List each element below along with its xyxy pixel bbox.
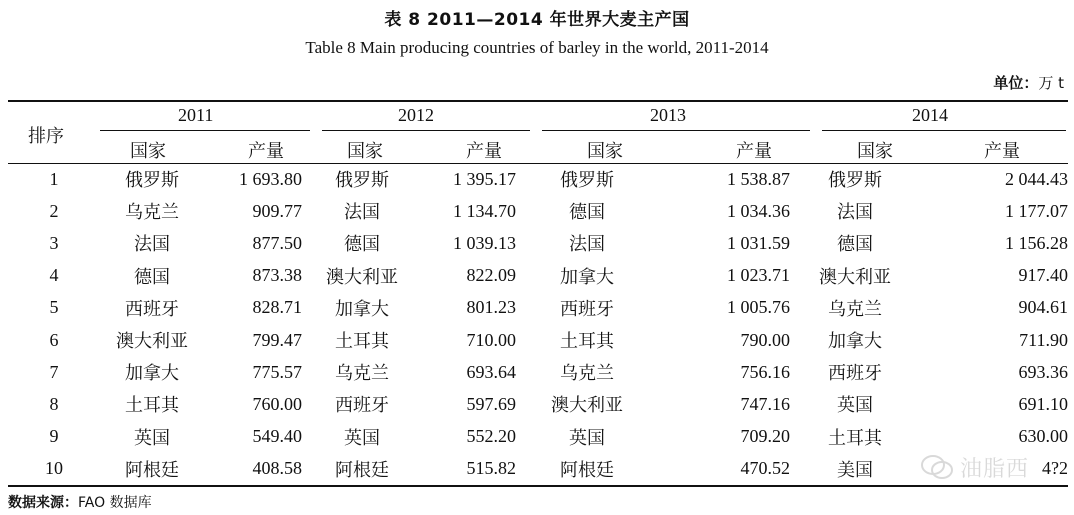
output-cell: 747.16 — [740, 393, 790, 414]
country-cell: 阿根廷 — [125, 459, 179, 481]
rank-cell: 8 — [49, 393, 59, 414]
country-cell: 加拿大 — [560, 266, 614, 288]
output-cell: 691.10 — [1018, 393, 1068, 414]
country-cell: 法国 — [837, 202, 873, 224]
output-cell: 470.52 — [740, 458, 790, 479]
table-title-cn: 表 8 2011—2014 年世界大麦主产国 — [384, 10, 690, 30]
country-cell: 法国 — [569, 234, 605, 256]
source-value: FAO 数据库 — [78, 495, 152, 511]
country-cell: 加拿大 — [828, 331, 882, 353]
output-cell: 801.23 — [466, 297, 516, 318]
source-label: 数据来源： — [8, 495, 78, 511]
rank-cell: 2 — [49, 200, 59, 221]
output-cell: 1 177.07 — [1005, 200, 1068, 221]
rank-header: 排序 — [28, 126, 64, 147]
rank-cell: 7 — [49, 361, 59, 382]
table-row — [8, 388, 1068, 420]
table-row — [8, 421, 1068, 453]
output-cell: 799.47 — [252, 329, 302, 350]
output-cell: 917.40 — [1018, 265, 1068, 286]
country-cell: 澳大利亚 — [819, 266, 891, 288]
country-cell: 西班牙 — [560, 298, 614, 320]
country-cell: 澳大利亚 — [326, 266, 398, 288]
country-header-2012: 国家 — [347, 141, 383, 162]
table-row — [8, 324, 1068, 356]
bottom-rule — [8, 485, 1068, 487]
output-cell: 1 005.76 — [727, 297, 790, 318]
country-header-2014: 国家 — [857, 141, 893, 162]
country-cell: 西班牙 — [125, 298, 179, 320]
output-cell: 1 031.59 — [727, 232, 790, 253]
output-cell: 760.00 — [252, 393, 302, 414]
wechat-watermark — [920, 450, 1070, 484]
output-cell: 873.38 — [252, 265, 302, 286]
output-cell: 756.16 — [740, 361, 790, 382]
year-rule-2014 — [822, 130, 1066, 131]
rank-cell: 3 — [49, 232, 59, 253]
output-cell: 693.64 — [466, 361, 516, 382]
output-cell: 904.61 — [1018, 297, 1068, 318]
country-cell: 英国 — [134, 427, 170, 449]
table-row — [8, 292, 1068, 324]
country-cell: 俄罗斯 — [335, 170, 389, 192]
output-cell: 775.57 — [252, 361, 302, 382]
output-cell: 711.90 — [1019, 329, 1068, 350]
wechat-icon — [920, 454, 954, 480]
country-cell: 土耳其 — [125, 395, 179, 417]
country-cell: 乌克兰 — [560, 363, 614, 385]
output-cell: 1 039.13 — [453, 232, 516, 253]
year-rule-2011 — [100, 130, 310, 131]
country-cell: 美国 — [837, 459, 873, 481]
country-cell: 阿根廷 — [560, 459, 614, 481]
country-cell: 阿根廷 — [335, 459, 389, 481]
unit-value: 万 t — [1038, 74, 1064, 92]
table-row — [8, 453, 1068, 485]
country-cell: 澳大利亚 — [551, 395, 623, 417]
output-cell: 822.09 — [466, 265, 516, 286]
output-header-2013: 产量 — [736, 141, 772, 162]
output-cell: 1 023.71 — [727, 265, 790, 286]
output-cell: 1 034.36 — [727, 200, 790, 221]
country-cell: 乌克兰 — [125, 202, 179, 224]
table-row — [8, 163, 1068, 195]
output-cell: 877.50 — [252, 232, 302, 253]
year-header-2014: 2014 — [912, 105, 948, 125]
year-header-2011: 2011 — [178, 105, 214, 125]
output-cell: 630.00 — [1018, 426, 1068, 447]
output-cell: 693.36 — [1018, 361, 1068, 382]
output-cell: 1 693.80 — [239, 168, 302, 189]
country-cell: 法国 — [344, 202, 380, 224]
country-cell: 澳大利亚 — [116, 331, 188, 353]
country-cell: 西班牙 — [828, 363, 882, 385]
country-cell: 法国 — [134, 234, 170, 256]
output-cell: 1 538.87 — [727, 168, 790, 189]
country-header-2011: 国家 — [130, 141, 166, 162]
output-cell: 1 134.70 — [453, 200, 516, 221]
rank-cell: 5 — [49, 297, 59, 318]
table-body — [8, 163, 1068, 485]
rank-cell: 4 — [49, 265, 59, 286]
table-row — [8, 356, 1068, 388]
output-cell: 4?2 — [1042, 458, 1068, 479]
country-cell: 俄罗斯 — [125, 170, 179, 192]
country-cell: 加拿大 — [125, 363, 179, 385]
country-cell: 乌克兰 — [335, 363, 389, 385]
country-cell: 加拿大 — [335, 298, 389, 320]
year-header-2013: 2013 — [650, 105, 686, 125]
output-header-2012: 产量 — [466, 141, 502, 162]
country-cell: 土耳其 — [335, 331, 389, 353]
table-row — [8, 260, 1068, 292]
output-header-2014: 产量 — [984, 141, 1020, 162]
table-title-en: Table 8 Main producing countries of barley in the world, 2011-2014 — [305, 38, 769, 57]
output-cell: 515.82 — [466, 458, 516, 479]
rank-cell: 1 — [49, 168, 59, 189]
rank-cell: 6 — [49, 329, 59, 350]
output-cell: 909.77 — [252, 200, 302, 221]
country-cell: 英国 — [837, 395, 873, 417]
output-cell: 552.20 — [466, 426, 516, 447]
barley-table — [8, 163, 1068, 485]
output-cell: 408.58 — [252, 458, 302, 479]
output-cell: 549.40 — [252, 426, 302, 447]
table-row — [8, 227, 1068, 259]
country-cell: 俄罗斯 — [828, 170, 882, 192]
country-cell: 德国 — [569, 202, 605, 224]
output-cell: 597.69 — [466, 393, 516, 414]
country-cell: 英国 — [344, 427, 380, 449]
output-cell: 2 044.43 — [1005, 168, 1068, 189]
country-cell: 德国 — [344, 234, 380, 256]
source-note — [8, 492, 152, 512]
country-cell: 西班牙 — [335, 395, 389, 417]
output-cell: 1 395.17 — [453, 168, 516, 189]
table-row — [8, 195, 1068, 227]
output-cell: 709.20 — [740, 426, 790, 447]
country-cell: 德国 — [134, 266, 170, 288]
output-cell: 828.71 — [252, 297, 302, 318]
unit-note — [993, 72, 1064, 93]
year-header-2012: 2012 — [398, 105, 434, 125]
rank-cell: 10 — [45, 458, 63, 479]
country-cell: 俄罗斯 — [560, 170, 614, 192]
country-cell: 英国 — [569, 427, 605, 449]
rank-cell: 9 — [49, 426, 59, 447]
country-header-2013: 国家 — [587, 141, 623, 162]
country-cell: 土耳其 — [828, 427, 882, 449]
year-rule-2012 — [322, 130, 530, 131]
output-cell: 710.00 — [466, 329, 516, 350]
unit-label: 单位： — [993, 74, 1039, 92]
output-header-2011: 产量 — [248, 141, 284, 162]
watermark-text: 油脂西 — [960, 456, 1030, 482]
output-cell: 790.00 — [740, 329, 790, 350]
country-cell: 乌克兰 — [828, 298, 882, 320]
country-cell: 土耳其 — [560, 331, 614, 353]
country-cell: 德国 — [837, 234, 873, 256]
top-rule — [8, 100, 1068, 102]
year-rule-2013 — [542, 130, 810, 131]
output-cell: 1 156.28 — [1005, 232, 1068, 253]
